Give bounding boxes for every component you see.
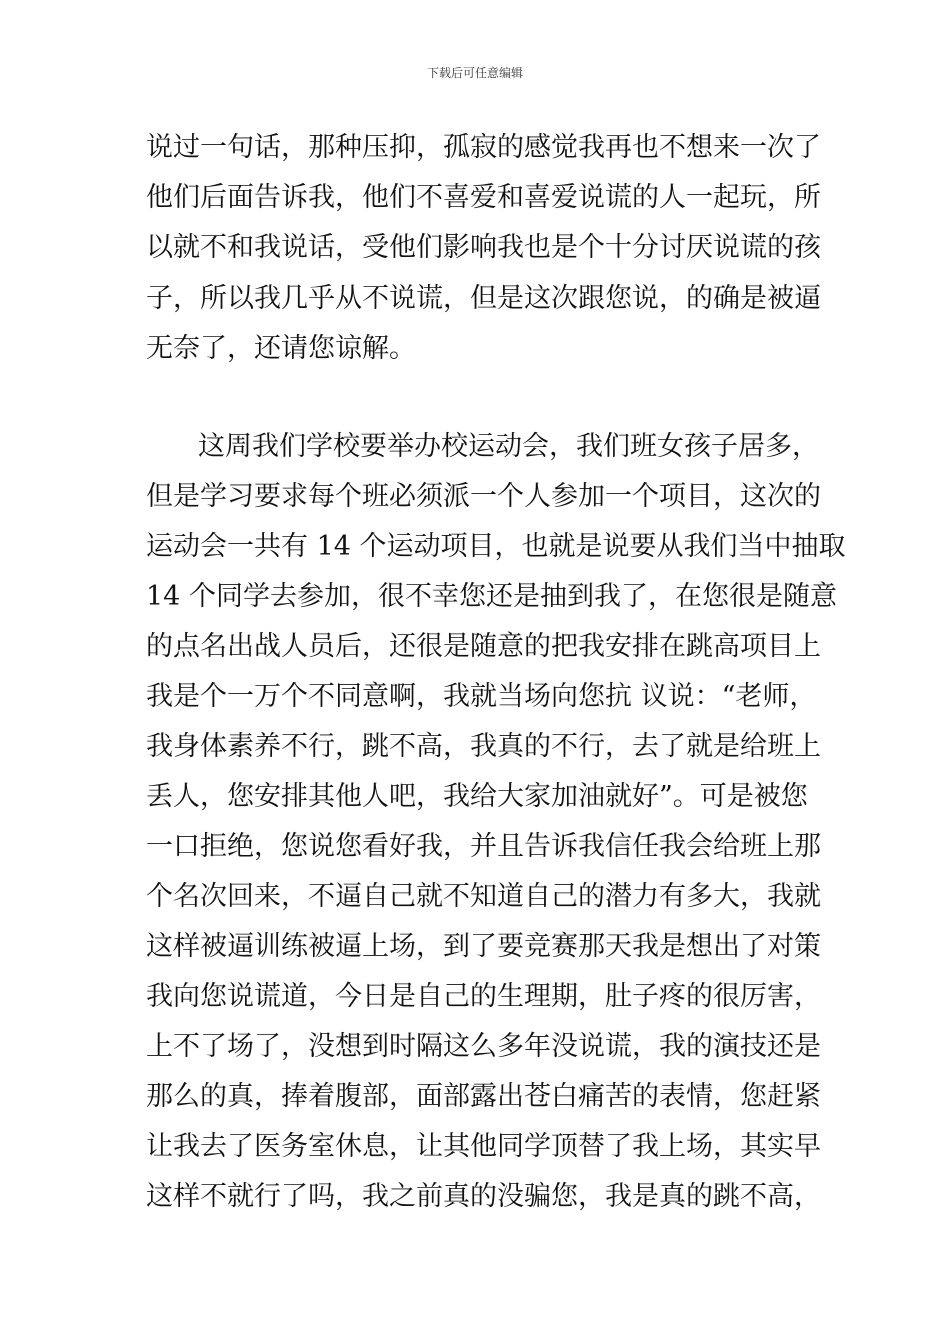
text-line: 他们后面告诉我，他们不喜爱和喜爱说谎的人一起玩，所 [146, 182, 821, 213]
text-line: 子，所以我几乎从不说谎，但是这次跟您说，的确是被逼 [146, 283, 821, 314]
text-line: 14 个同学去参加，很不幸您还是抽到我了，在您很是随意 [146, 581, 837, 612]
text-line: 那么的真，捧着腹部，面部露出苍白痛苦的表情，您赶紧 [146, 1081, 821, 1112]
text-line: 我身体素养不行，跳不高，我真的不行，去了就是给班上 [146, 731, 821, 762]
text-line: 我是个一万个不同意啊，我就当场向您抗 议说：“老师， [146, 681, 817, 712]
text-line: 丢人，您安排其他人吧，我给大家加油就好”。可是被您 [146, 781, 808, 812]
text-line: 个名次回来，不逼自己就不知道自己的潜力有多大，我就 [146, 881, 821, 912]
text-line: 上不了场了，没想到时隔这么多年没说谎，我的演技还是 [146, 1031, 821, 1062]
text-line: 但是学习要求每个班必须派一个人参加一个项目，这次的 [146, 481, 821, 512]
text-line: 的点名出战人员后，还很是随意的把我安排在跳高项目上 [146, 631, 821, 662]
text-line: 以就不和我说话，受他们影响我也是个十分讨厌说谎的孩 [146, 232, 821, 263]
page-header: 下载后可任意编辑 [426, 66, 523, 80]
text-line: 这样被逼训练被逼上场，到了要竞赛那天我是想出了对策 [146, 931, 821, 962]
text-line: 让我去了医务室休息，让其他同学顶替了我上场，其实早 [146, 1131, 821, 1162]
text-line: 运动会一共有 14 个运动项目，也就是说要从我们当中抽取 [146, 531, 846, 562]
text-line: 这周我们学校要举办校运动会，我们班女孩子居多， [198, 431, 819, 462]
text-line: 说过一句话，那种压抑，孤寂的感觉我再也不想来一次了 [146, 132, 821, 163]
text-line: 无奈了，还请您谅解。 [146, 333, 416, 364]
text-line: 我向您说谎道，今日是自己的生理期，肚子疼的很厉害， [146, 981, 821, 1012]
text-line: 这样不就行了吗，我之前真的没骗您，我是真的跳不高， [146, 1181, 821, 1212]
text-line: 一口拒绝，您说您看好我，并且告诉我信任我会给班上那 [146, 831, 821, 862]
